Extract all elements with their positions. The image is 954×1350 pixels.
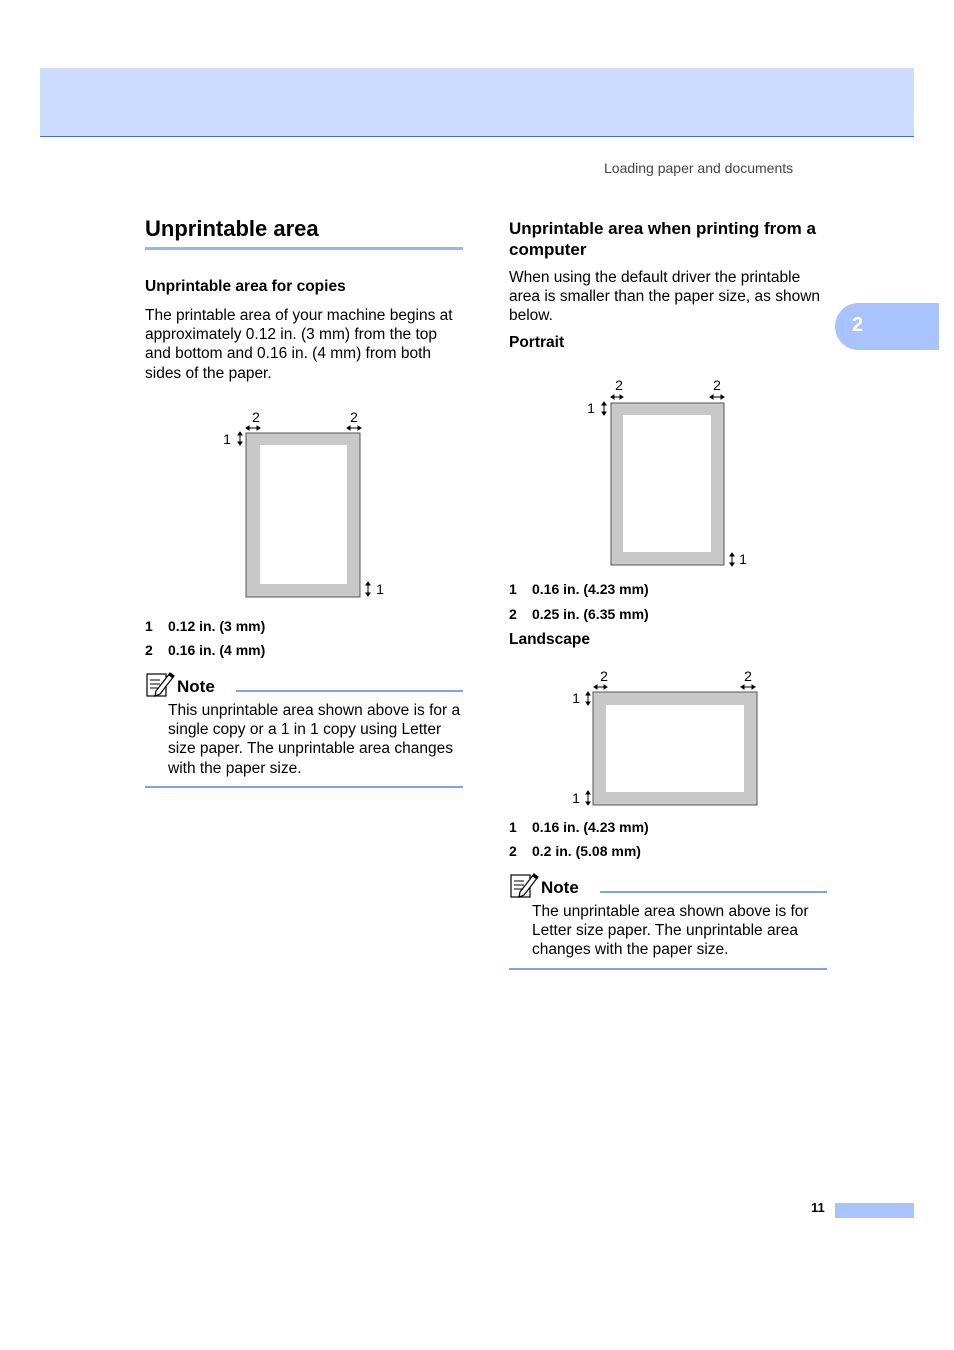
label-1-top: 1 bbox=[572, 690, 580, 706]
label-2-right: 2 bbox=[713, 377, 721, 393]
copies-paragraph: The printable area of your machine begins at approximately 0.12 in. (3 mm) from the top and bottom and 0.16 in. (4 mm) from both sides of the paper. bbox=[145, 307, 453, 382]
label-1-top: 1 bbox=[223, 431, 231, 447]
printable-area bbox=[260, 445, 347, 584]
header-band bbox=[40, 68, 914, 137]
page-number: 11 bbox=[811, 1200, 825, 1215]
copies-legend-1: 1 0.12 in. (3 mm) bbox=[145, 618, 266, 634]
printable-area bbox=[606, 705, 744, 792]
chapter-number: 2 bbox=[852, 314, 864, 336]
page-number-bar bbox=[835, 1203, 914, 1218]
portrait-legend-1: 1 0.16 in. (4.23 mm) bbox=[509, 581, 649, 597]
note-bottom-rule bbox=[509, 968, 827, 970]
section-title: Unprintable area bbox=[145, 216, 319, 241]
copies-legend-2: 2 0.16 in. (4 mm) bbox=[145, 642, 266, 658]
subsection-title-computer: Unprintable area when printing from a computer bbox=[509, 219, 816, 259]
computer-paragraph: When using the default driver the printable area is smaller than the paper size, as shown below. bbox=[509, 269, 821, 325]
section-title-rule bbox=[145, 247, 463, 250]
note-rule bbox=[236, 690, 463, 692]
label-1-top: 1 bbox=[587, 400, 595, 416]
note-title: Note bbox=[177, 677, 215, 696]
note-text: This unprintable area shown above is for a single copy or a 1 in 1 copy using Letter size paper. The unprintable area changes with the paper size. bbox=[168, 702, 461, 777]
chapter-tab bbox=[835, 303, 939, 350]
note-text: The unprintable area shown above is for Letter size paper. The unprintable area changes with the paper size. bbox=[532, 903, 809, 959]
label-2-right: 2 bbox=[744, 668, 752, 684]
note-bottom-rule bbox=[145, 786, 463, 788]
note-rule bbox=[600, 891, 827, 893]
note-pencil-icon bbox=[510, 872, 540, 899]
landscape-label: Landscape bbox=[509, 631, 590, 648]
portrait-margin-diagram bbox=[580, 372, 760, 572]
note-pencil-icon bbox=[146, 671, 176, 698]
landscape-margin-diagram bbox=[565, 663, 765, 813]
label-1-bottom: 1 bbox=[572, 790, 580, 806]
portrait-legend-2: 2 0.25 in. (6.35 mm) bbox=[509, 606, 649, 622]
label-2-left: 2 bbox=[600, 668, 608, 684]
label-1-bottom: 1 bbox=[376, 581, 384, 597]
landscape-legend-1: 1 0.16 in. (4.23 mm) bbox=[509, 819, 649, 835]
note-title: Note bbox=[541, 878, 579, 897]
label-1-bottom: 1 bbox=[739, 551, 747, 567]
portrait-label: Portrait bbox=[509, 334, 565, 351]
label-2-left: 2 bbox=[252, 409, 260, 425]
landscape-legend-2: 2 0.2 in. (5.08 mm) bbox=[509, 843, 641, 859]
printable-area bbox=[623, 415, 711, 552]
subsection-title-copies: Unprintable area for copies bbox=[145, 278, 346, 295]
copy-margin-diagram bbox=[215, 403, 395, 603]
running-header: Loading paper and documents bbox=[604, 160, 794, 176]
label-2-right: 2 bbox=[350, 409, 358, 425]
label-2-left: 2 bbox=[615, 377, 623, 393]
